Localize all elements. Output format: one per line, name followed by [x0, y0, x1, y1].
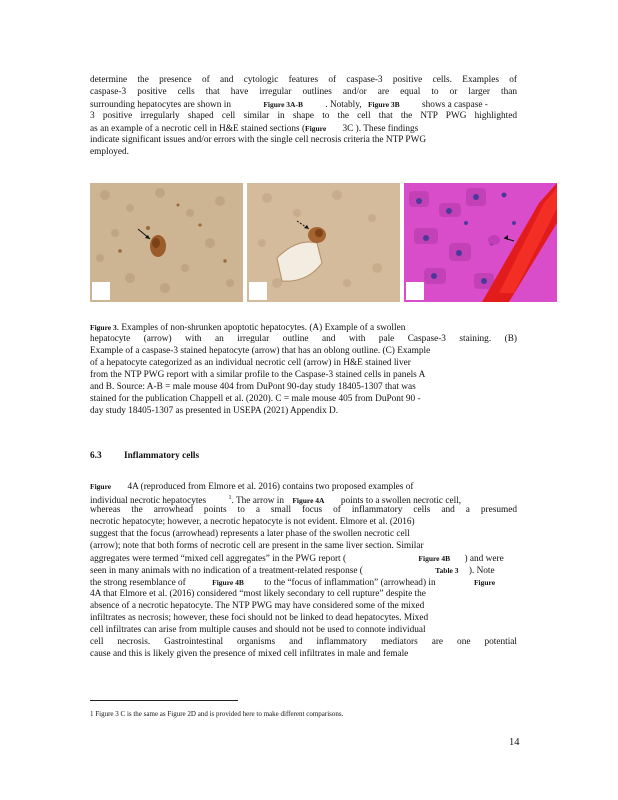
- p2-line-15: cause and this is likely given the presence of mixed cell infiltrates in male and female: [90, 649, 409, 659]
- p1-line-7: employed.: [90, 147, 129, 157]
- page-number: 14: [509, 737, 520, 748]
- section-number: 6.3: [90, 451, 102, 461]
- figure-ref-4a: Figure: [90, 482, 112, 491]
- figure-ref-3c-b: 3C: [342, 124, 354, 134]
- p2-text: to the “focus of inflammation” (arrowhead) in: [264, 578, 436, 588]
- p2-text: individual necrotic hepatocytes: [90, 496, 207, 507]
- figure-ref-4b-2: Figure 4B: [212, 578, 244, 587]
- section-heading: [90, 451, 199, 461]
- caption-line-4: of a hepatocyte categorized as an individual necrotic cell (arrow) in H&E stained liver: [90, 358, 411, 368]
- figure-ref-3c-a: Figure: [305, 124, 327, 133]
- p2-line-14: cell necrosis. Gastrointestinal organisms and inflammatory mediators are one potential: [90, 637, 517, 647]
- p2-line-6: (arrow); note that both forms of necrotic cell are present in the same liver section. Similar: [90, 541, 424, 551]
- panel-label-b: [249, 282, 267, 300]
- p2-text: aggregates were termed “mixed cell aggregates” in the PWG report (: [90, 554, 347, 564]
- p2-text: 4A (reproduced from Elmore et al. 2016) contains two proposed examples of: [127, 482, 414, 492]
- section-title: Inflammatory cells: [124, 451, 200, 461]
- p2-line-3: whereas the arrowhead points to a small focus of inflammatory cells and a presumed: [90, 505, 517, 515]
- caption-line-7: stained for the publication Chappell et al. (2020). C = male mouse 405 from DuPont 90 -: [90, 394, 421, 404]
- p1-text: surrounding hepatocytes are shown in: [90, 100, 231, 110]
- p2-line-11: absence of a necrotic hepatocyte. The NTP PWG may have considered some of the mixed: [90, 601, 425, 611]
- table-ref-3: Table 3: [435, 566, 459, 575]
- p1-line-6: indicate significant issues and/or errors with the single cell necrosis criteria the NTP PWG: [90, 135, 427, 145]
- p1-line-3: [90, 99, 517, 111]
- panel-label-a: [92, 282, 110, 300]
- p2-line-5: suggest that the focus (arrowhead) represents a later phase of the swollen necrotic cell: [90, 529, 410, 539]
- panel-label-c: [406, 282, 424, 300]
- p2-text: ) and were: [464, 554, 504, 564]
- figure-ref-3ab: Figure 3A-B: [263, 100, 303, 109]
- p2-line-10: 4A that Elmore et al. (2016) considered “most likely secondary to cell rupture” despite the: [90, 589, 426, 599]
- p1-text-shows: shows a caspase -: [422, 100, 488, 110]
- p1-line-5: [90, 123, 517, 135]
- p1-text-notably: . Notably,: [325, 100, 362, 110]
- p1-line-1: determine the presence of and cytologic features of caspase-3 positive cells. Examples of: [90, 75, 517, 85]
- caption-line-2: hepatocyte (arrow) with an irregular outline and with pale Caspase-3 staining. (B): [90, 334, 517, 344]
- caption-line-8: day study 18405-1307 as presented in USEPA (2021) Appendix D.: [90, 406, 339, 416]
- p2-line-1: [90, 481, 517, 493]
- p1-line-2: caspase-3 positive cells that have irregular outlines and/or are equal to or larger than: [90, 87, 517, 97]
- p2-line-8: [90, 565, 517, 577]
- caption-line-6: and B. Source: A-B = male mouse 404 from DuPont 90-day study 18405-1307 that was: [90, 382, 416, 392]
- figure-ref-4a-2: Figure 4A: [292, 496, 325, 506]
- p2-text: seen in many animals with no indication of a treatment-related response (: [90, 566, 363, 576]
- footnote-rule: [90, 700, 238, 701]
- caption-line-5: from the NTP PWG report with a similar profile to the Caspase-3 stained cells in panels A: [90, 370, 426, 380]
- footnote: 1 Figure 3 C is the same as Figure 2D and is provided here to make different comparisons.: [90, 710, 344, 718]
- p2-text: points to a swollen necrotic cell,: [340, 496, 462, 507]
- p1-line-4: 3 positive irregularly shaped cell similar in shape to the cell that the NTP PWG highlighted: [90, 111, 517, 121]
- p1-text: as an example of a necrotic cell in H&E stained sections (: [90, 124, 306, 134]
- figure-ref-3b: Figure 3B: [367, 100, 400, 109]
- figure-3-label: Figure 3: [90, 323, 117, 332]
- p2-line-7: [90, 553, 517, 565]
- p2-line-12: infiltrates as necrosis; however, these foci should not be linked to dead hepatocytes. Mixed: [90, 613, 429, 623]
- figure-3a-image: [90, 183, 243, 302]
- p2-text: the strong resemblance of: [90, 578, 186, 588]
- caption-line-1: [90, 322, 517, 334]
- footnote-marker: 1: [228, 495, 232, 501]
- figure-ref-4a-3: Figure: [473, 578, 496, 587]
- p2-text: . The arrow in: [231, 496, 284, 507]
- p2-line-13: cell infiltrates can arise from multiple causes and should not be used to connote individual: [90, 625, 426, 635]
- p1-text-findings: ). These findings: [355, 124, 419, 134]
- p2-line-9: [90, 577, 517, 589]
- caption-line-3: Example of a caspase-3 stained hepatocyte (arrow) that has an oblong outline. (C) Example: [90, 346, 431, 356]
- p2-line-4: necrotic hepatocyte; however, a necrotic hepatocyte is not evident. Elmore et al. (2016): [90, 517, 415, 527]
- p2-text: ). Note: [468, 566, 495, 576]
- figure-3c-image: [404, 183, 557, 302]
- figure-ref-4b: Figure 4B: [418, 554, 451, 563]
- figure-3b-image: [247, 183, 400, 302]
- caption-text: . Examples of non-shrunken apoptotic hepatocytes. (A) Example of a swollen: [116, 323, 406, 333]
